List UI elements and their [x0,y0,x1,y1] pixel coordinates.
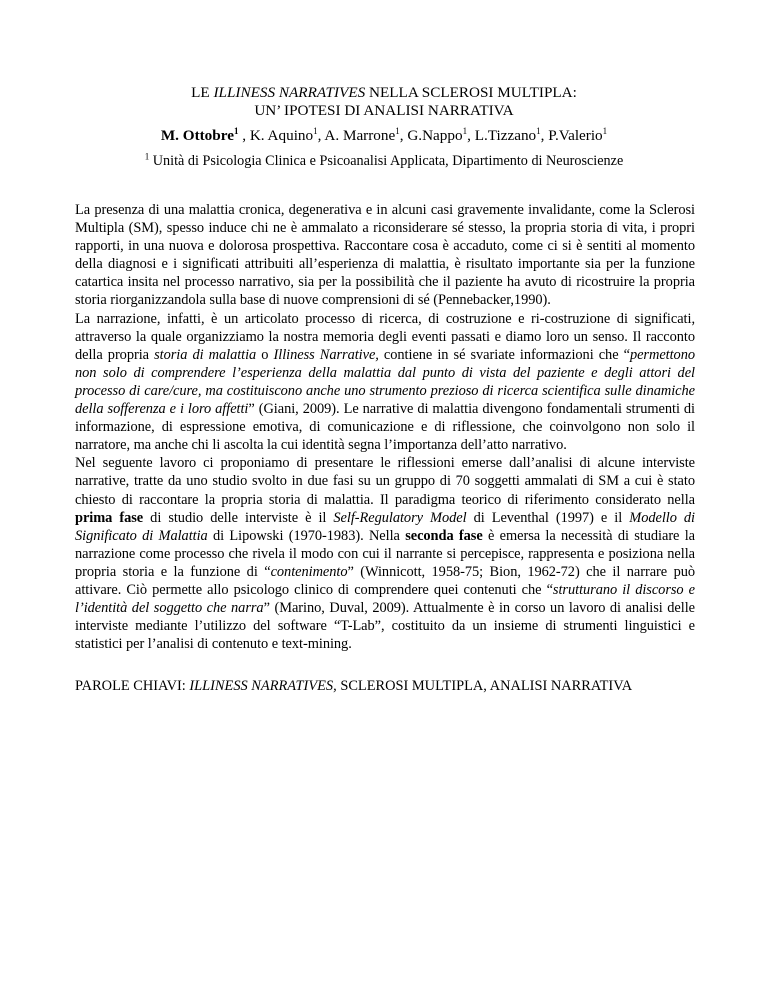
keywords-rest: SCLEROSI MULTIPLA, ANALISI NARRATIVA [336,678,633,694]
co-author: , G.Nappo$^1$ [399,125,468,144]
abstract-paragraph-1: La presenza di una malattia cronica, degenerativa e in alcuni casi gravemente invalidante, come la Sclerosi Multipla (SM), spesso induce chi ne è ammalato a riconsiderare sé stesso, la propria storia di vita, i propri rapporti, in una nuova e dolorosa prospettiva. Raccontare cosa è accaduto, come ci si è sentiti al momento della diagnosi e i significati attribuiti all’esperienza di malattia, è risultato importante sia per la funzione catartica insita nel processo narrativo, sia per la possibilità che il paziente ha avuto di ricostruire la propria storia riorganizzandola sulla base di nuove comprensioni di sé (Pennebacker,1990). [75,202,695,309]
quoted-passage: strutturano il discorso e l’identità del soggetto che narra [75,581,695,617]
keywords-label: PAROLE CHIAVI: [75,678,190,694]
title-line-1: LE ILLINESS NARRATIVES NELLA SCLEROSI MULTIPLA: [191,84,577,101]
abstract-body [75,201,695,653]
abstract-paragraph-2: La narrazione, infatti, è un articolato processo di ricerca, di costruzione e ri-costruzione di significati, attraverso la quale organizziamo la nostra memoria degli eventi passati e diamo loro un senso. Il racconto della propria storia di malattia o Illiness Narrative, contiene in sé svariate informazioni che “permettono non solo di comprendere l’esperienza della malattia dal punto di vista del paziente e degli attori del processo di care/cure, ma costituiscono anche uno strumento prezioso di ricerca scientifica sulle dinamiche della sofferenza e i loro affetti” (Giani, 2009). Le narrative di malattia divengono fondamentali strumenti di informazione, di espressione emotiva, di comunicazione e di riflessione, che coinvolgono non solo il narratore, ma anche chi li ascolta la cui identità segna l’importanza dell’atto narrativo. [75,310,695,454]
title-line-2: UN’ IPOTESI DI ANALISI NARRATIVA [254,102,514,119]
co-author: , L.Tizzano$^1$ [467,125,541,144]
author-list [0,127,768,145]
co-author: , A. Marrone$^1$ [317,125,400,144]
keyword-italic: ILLINESS NARRATIVES, [189,678,337,694]
affiliation: $^1$ Unità di Psicologia Clinica e Psicoanalisi Applicata, Dipartimento di Neuroscienze [144,151,624,169]
quoted-passage: permettono non solo di comprendere l’esperienza della malattia dal punto di vista del paziente e degli attori del processo di care/cure, ma costituiscono anche uno strumento prezioso di ricerca scientifica sulle dinamiche della sofferenza e i loro affetti [75,346,695,418]
co-author: , K. Aquino$^1$ [238,125,318,144]
co-author: , P.Valerio$^1$ [540,125,608,144]
paper-title [0,84,768,120]
main-author: M. Ottobre$^1$ [160,125,239,144]
keywords-line [75,677,715,695]
title-italic-term: ILLINESS NARRATIVES [213,84,366,101]
abstract-paragraph-3: Nel seguente lavoro ci proponiamo di presentare le riflessioni emerse dall’analisi di alcune interviste narrative, tratte da uno studio svolto in due fasi su un gruppo di 70 soggetti ammalati di SM a cui è stato chiesto di raccontare la propria storia di malattia. Il paradigma teorico di riferimento considerato nella prima fase di studio delle interviste è il Self-Regulatory Model di Leventhal (1997) e il Modello di Significato di Malattia di Lipowski (1970-1983). Nella seconda fase è emersa la necessità di studiare la narrazione come processo che rivela il modo con cui il narrante si percepisce, rappresenta e posiziona nella propria storia e la funzione di “contenimento” (Winnicott, 1958-75; Bion, 1962-72) che il narrare può attivare. Ciò permette allo psicologo clinico di comprendere quei contenuti che “strutturano il discorso e l’identità del soggetto che narra” (Marino, Duval, 2009). Attualmente è in corso un lavoro di analisi delle interviste mediante l’utilizzo del software “T-Lab”, costituito da un insieme di strumenti linguistici e statistici per l’analisi di contenuto e text-mining. [75,455,695,653]
